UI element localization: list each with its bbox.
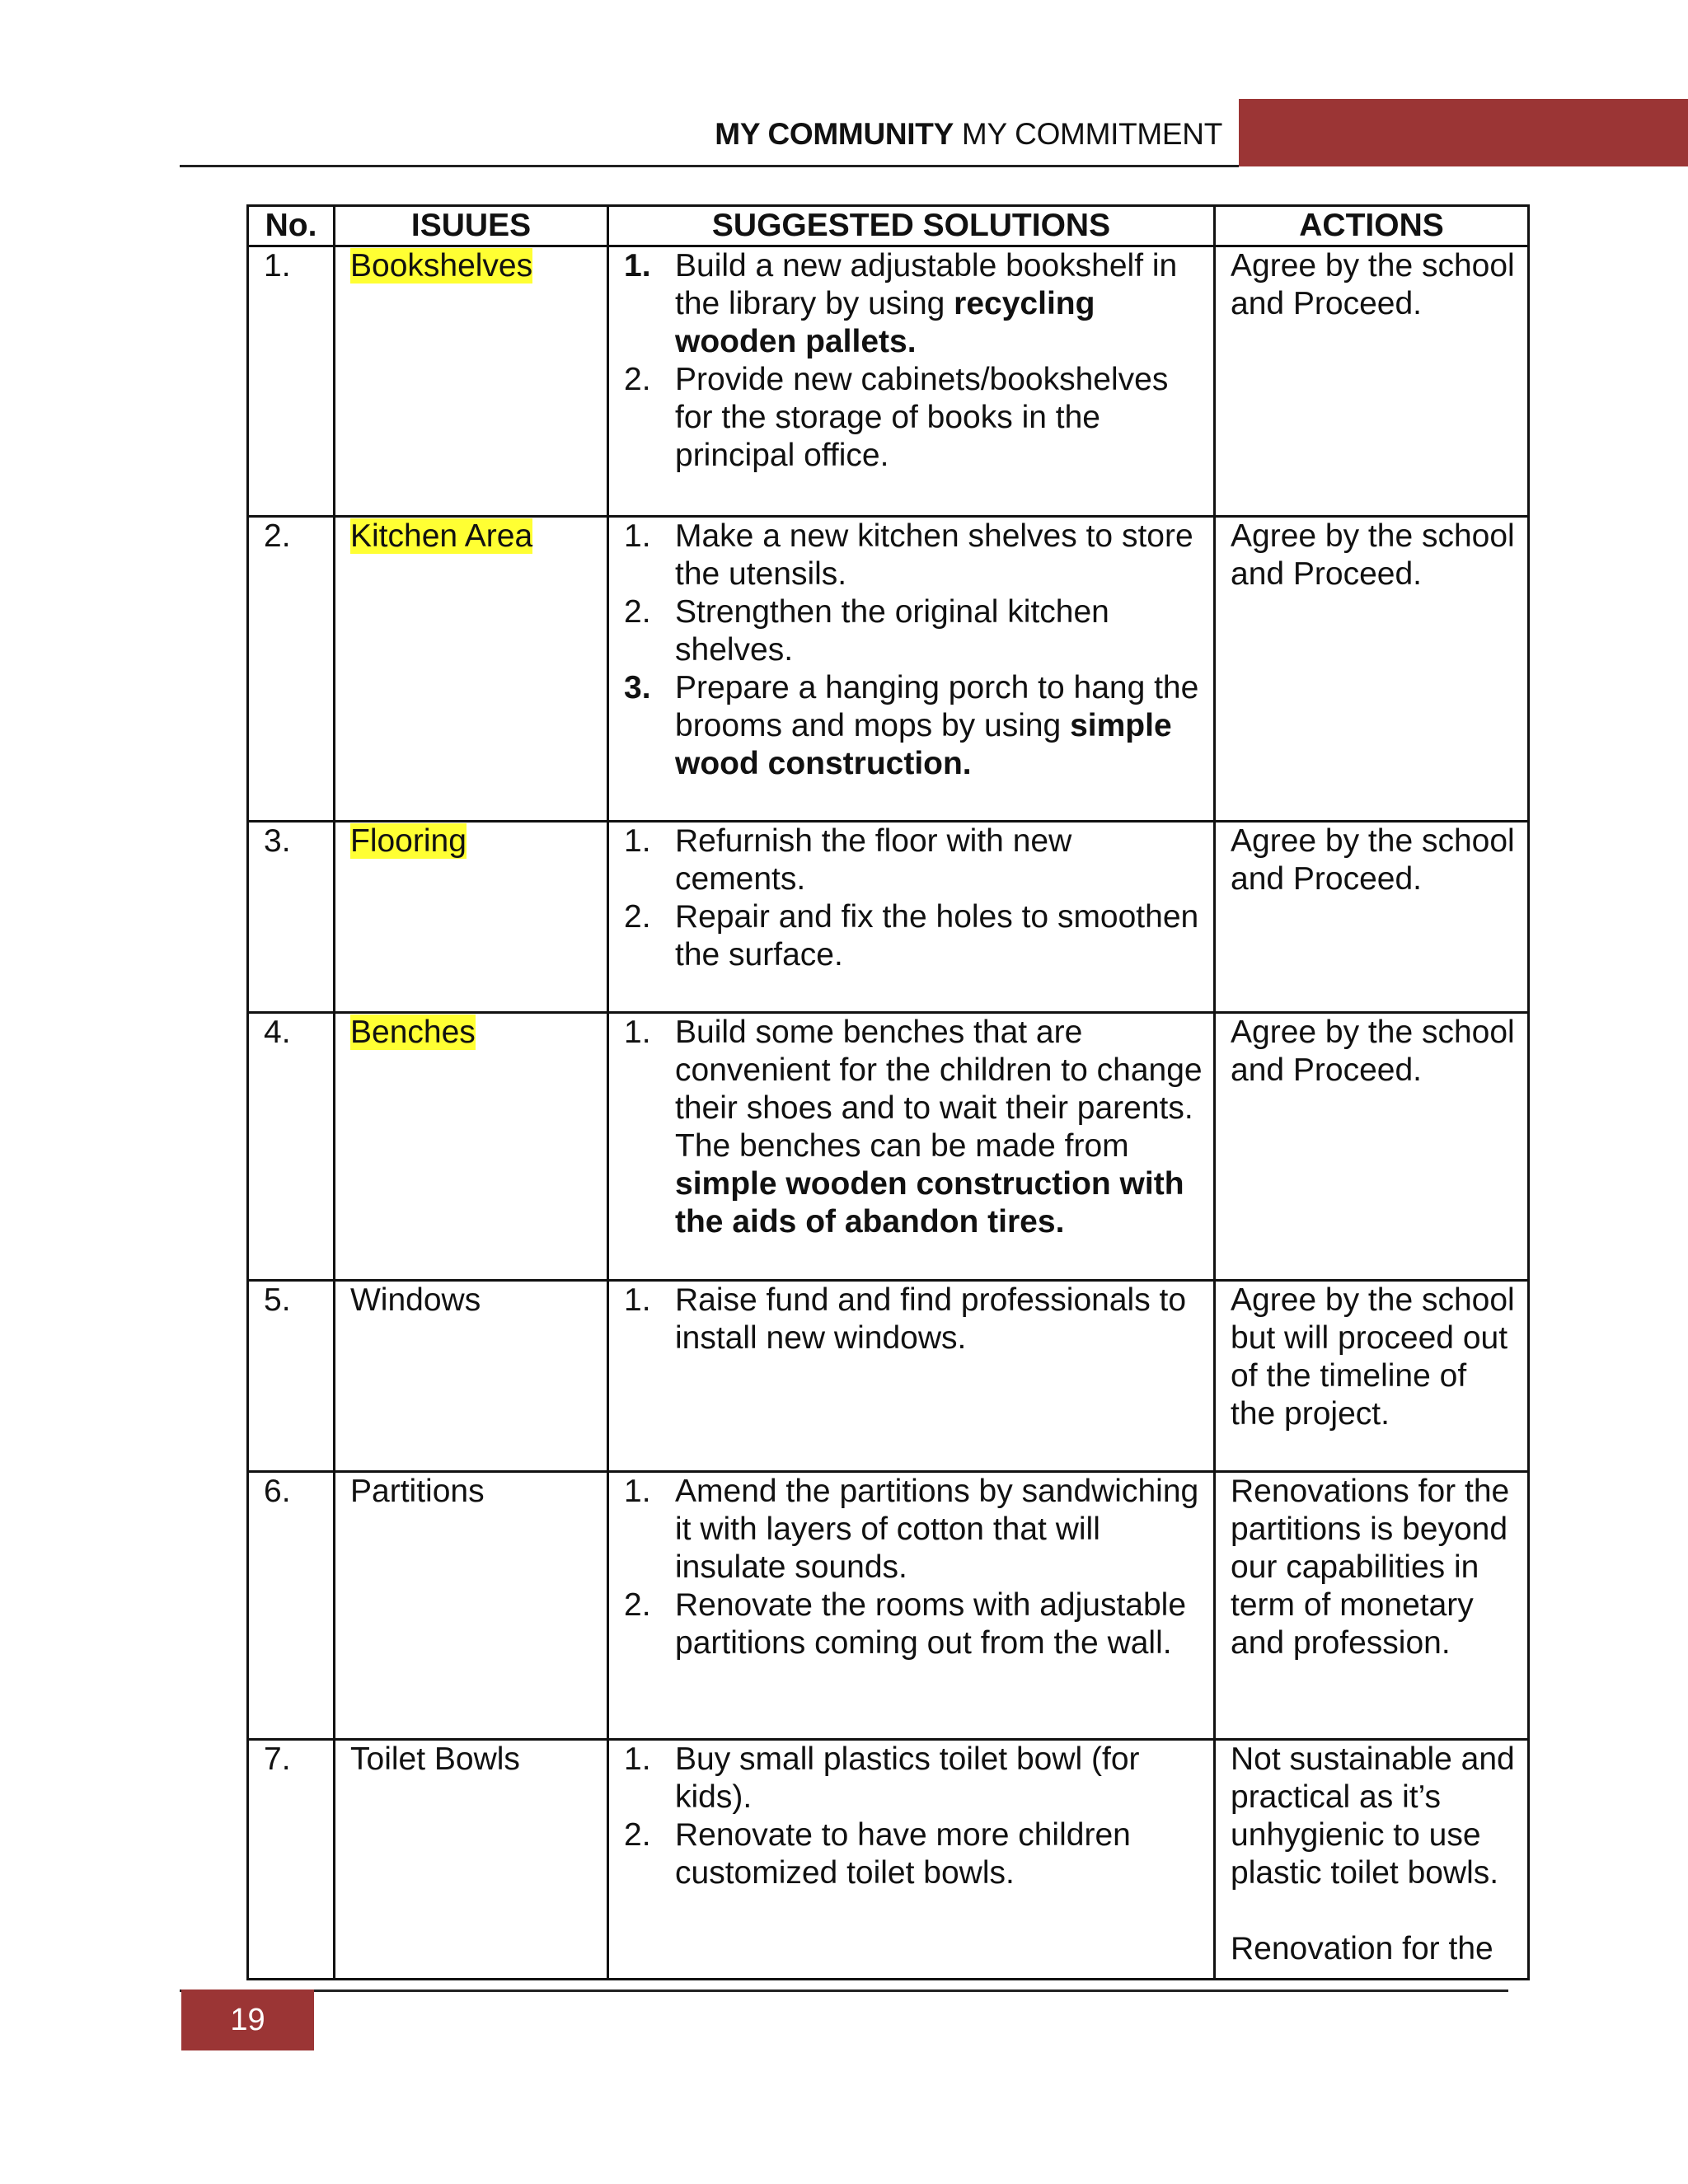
solutions-cell [608, 1472, 1215, 1740]
footer-rule [180, 1990, 1508, 1992]
solution-text: Strengthen the original kitchen shelves. [675, 594, 1109, 668]
solution-item [624, 593, 1203, 669]
solution-bold-text: simple wood construction. [675, 708, 1172, 781]
solutions-list [624, 1741, 1203, 1892]
table-row [248, 1472, 1529, 1740]
solutions-cell [608, 1281, 1215, 1472]
row-number: 2. [248, 517, 335, 822]
action-text: Agree by the school and Proceed. [1231, 518, 1515, 592]
header-title-rest: MY COMMITMENT [953, 117, 1222, 151]
solutions-cell [608, 1013, 1215, 1281]
solution-text: Repair and fix the holes to smoothen the surface. [675, 899, 1199, 972]
solution-text: Renovate to have more children customized toilet bowls. [675, 1817, 1131, 1891]
solution-text: Refurnish the floor with new cements. [675, 823, 1072, 897]
solution-number: 2. [624, 594, 651, 630]
action-text: Not sustainable and practical as it’s unhygienic to use plastic toilet bowls. [1231, 1741, 1515, 1891]
solution-number: 1. [624, 518, 651, 554]
action-cell [1215, 1013, 1529, 1281]
row-number: 6. [248, 1472, 335, 1740]
solution-item [624, 518, 1203, 593]
solution-number: 2. [624, 362, 651, 397]
header-solutions: SUGGESTED SOLUTIONS [608, 206, 1215, 246]
issue-label: Flooring [350, 823, 467, 859]
page-number: 19 [181, 1990, 314, 2050]
solution-text: Build some benches that are convenient for the children to change their shoes and to wait their parents. The benches can be made from [675, 1015, 1203, 1164]
header-issues: ISUUES [335, 206, 608, 246]
action-cell [1215, 246, 1529, 517]
table-row [248, 1013, 1529, 1281]
action-gap [1231, 1892, 1517, 1930]
solution-item [624, 361, 1203, 475]
solutions-list [624, 1282, 1203, 1357]
row-number: 5. [248, 1281, 335, 1472]
solution-number: 2. [624, 899, 651, 935]
table-row [248, 517, 1529, 822]
action-cell [1215, 1472, 1529, 1740]
action-text: Renovations for the partitions is beyond our capabilities in term of monetary and profession. [1231, 1474, 1510, 1661]
issue-label: Windows [350, 1282, 481, 1318]
solutions-cell [608, 246, 1215, 517]
action-cell [1215, 517, 1529, 822]
row-number: 3. [248, 822, 335, 1013]
solution-item [624, 1473, 1203, 1586]
header-actions: ACTIONS [1215, 206, 1529, 246]
solution-item [624, 823, 1203, 898]
solution-item [624, 1014, 1203, 1241]
solution-item [624, 1586, 1203, 1662]
solution-number: 2. [624, 1587, 651, 1623]
solution-item [624, 1816, 1203, 1892]
row-number: 1. [248, 246, 335, 517]
solution-bold-text: simple wooden construction with the aids of abandon tires. [675, 1166, 1184, 1240]
solution-number: 1. [624, 1474, 651, 1509]
issue-label: Toilet Bowls [350, 1741, 520, 1777]
action-text: Agree by the school and Proceed. [1231, 823, 1515, 897]
solution-number: 1. [624, 1741, 651, 1777]
solution-item [624, 669, 1203, 783]
table-row [248, 1740, 1529, 1980]
action-cell [1215, 822, 1529, 1013]
solution-text: Provide new cabinets/bookshelves for the storage of books in the principal office. [675, 362, 1169, 473]
header-accent-band [1239, 99, 1688, 166]
action-text: Agree by the school and Proceed. [1231, 1015, 1515, 1088]
table-row [248, 822, 1529, 1013]
issue-cell [335, 1013, 608, 1281]
header-rule [180, 165, 1239, 167]
solution-item [624, 1282, 1203, 1357]
issue-label: Partitions [350, 1474, 485, 1509]
table-row [248, 1281, 1529, 1472]
issue-cell [335, 517, 608, 822]
issue-label: Kitchen Area [350, 518, 533, 554]
solution-text: Raise fund and find professionals to install new windows. [675, 1282, 1187, 1356]
solutions-list [624, 518, 1203, 783]
solution-item [624, 247, 1203, 361]
action-text: Agree by the school and Proceed. [1231, 248, 1515, 321]
solution-bold-text: recycling wooden pallets. [675, 286, 1095, 359]
solution-text: Buy small plastics toilet bowl (for kids). [675, 1741, 1140, 1815]
solution-number: 2. [624, 1817, 651, 1853]
solutions-list [624, 1014, 1203, 1241]
action-text-continued: Renovation for the [1231, 1931, 1493, 1966]
issue-label: Benches [350, 1015, 476, 1050]
row-number: 4. [248, 1013, 335, 1281]
solution-number: 1. [624, 1015, 651, 1050]
solution-number: 3. [624, 670, 651, 705]
solution-text: Amend the partitions by sandwiching it with layers of cotton that will insulate sounds. [675, 1474, 1199, 1585]
solution-text: Prepare a hanging porch to hang the brooms and mops by using [675, 670, 1199, 743]
table-body [248, 246, 1529, 1980]
solutions-cell [608, 517, 1215, 822]
issue-cell [335, 822, 608, 1013]
solution-number: 1. [624, 823, 651, 859]
solutions-list [624, 823, 1203, 974]
action-cell [1215, 1281, 1529, 1472]
issue-label: Bookshelves [350, 248, 533, 284]
solutions-list [624, 1473, 1203, 1662]
action-text: Agree by the school but will proceed out of the timeline of the project. [1231, 1282, 1515, 1432]
issue-cell [335, 246, 608, 517]
header-title-bold: MY COMMUNITY [715, 117, 954, 151]
solutions-list [624, 247, 1203, 475]
solutions-cell [608, 822, 1215, 1013]
table-row [248, 246, 1529, 517]
solutions-cell [608, 1740, 1215, 1980]
table-header-row [248, 206, 1529, 246]
issues-table [246, 204, 1530, 1980]
solution-text: Make a new kitchen shelves to store the utensils. [675, 518, 1193, 592]
issue-cell [335, 1740, 608, 1980]
action-cell [1215, 1740, 1529, 1980]
page-header-title [715, 117, 1222, 152]
solution-text: Build a new adjustable bookshelf in the library by using [675, 248, 1178, 321]
issue-cell [335, 1472, 608, 1740]
issue-cell [335, 1281, 608, 1472]
header-no: No. [248, 206, 335, 246]
solution-number: 1. [624, 1282, 651, 1318]
solution-item [624, 1741, 1203, 1816]
row-number: 7. [248, 1740, 335, 1980]
solution-text: Renovate the rooms with adjustable partitions coming out from the wall. [675, 1587, 1187, 1661]
solution-number: 1. [624, 248, 651, 284]
solution-item [624, 898, 1203, 974]
